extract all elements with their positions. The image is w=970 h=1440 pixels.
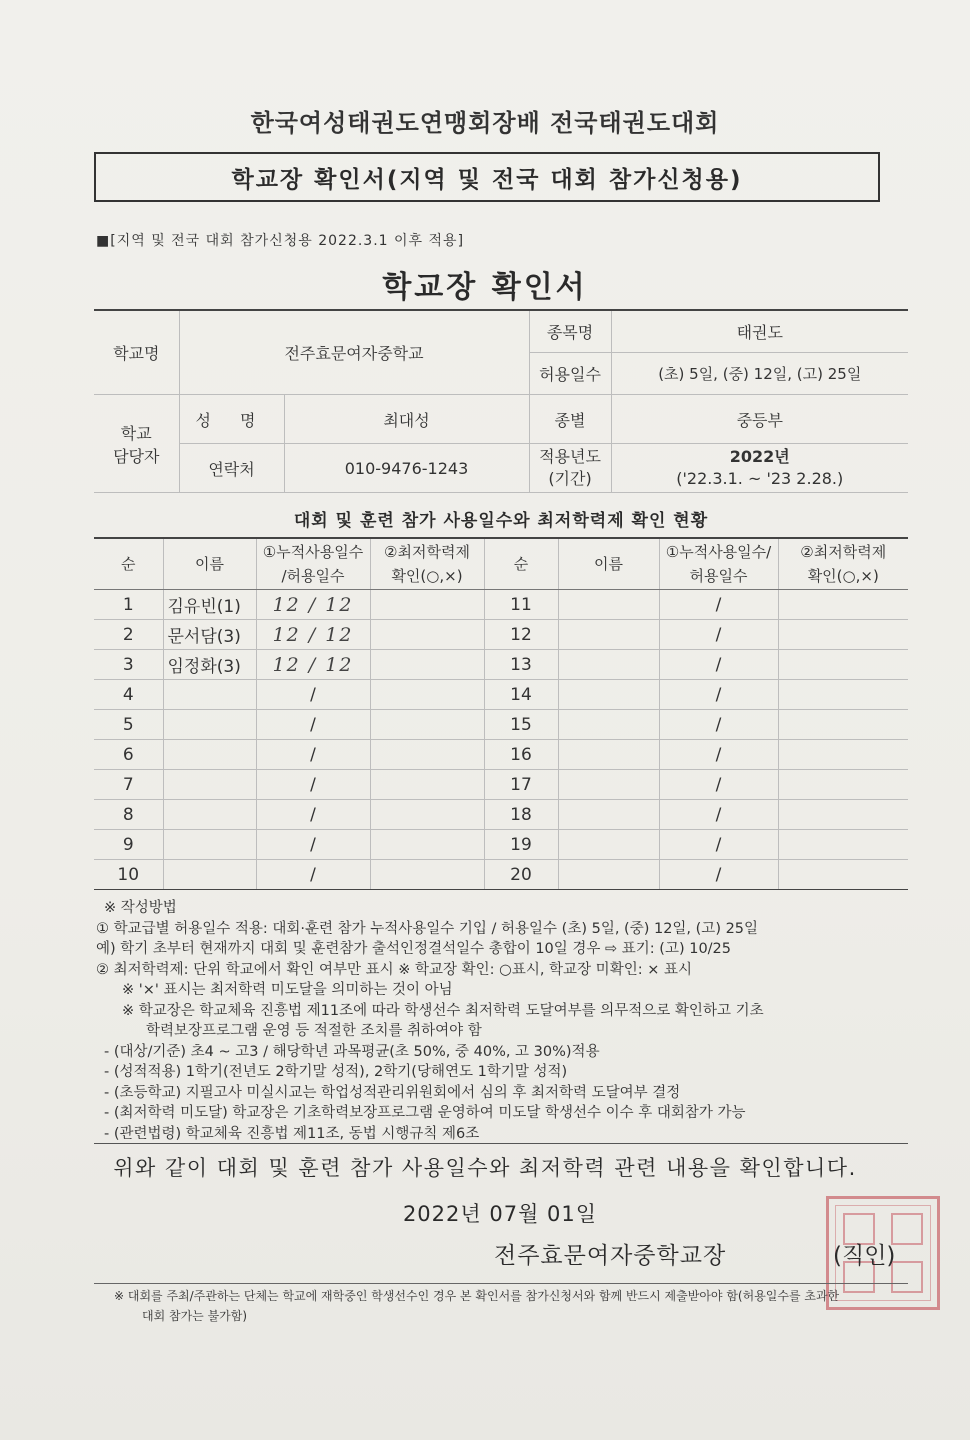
cell-no: 14 (484, 680, 558, 710)
cell-check (370, 800, 484, 830)
event-value: 태권도 (611, 310, 908, 353)
cell-no: 1 (94, 590, 163, 620)
cell-no: 7 (94, 770, 163, 800)
cell-no: 19 (484, 830, 558, 860)
cell-check (370, 590, 484, 620)
cell-days: / (256, 830, 370, 860)
col-days-right: ①누적사용일수/ 허용일수 (659, 538, 778, 590)
cell-no: 9 (94, 830, 163, 860)
principal-signature: 전주효문여자중학교장 (494, 1243, 727, 1269)
cell-days: / (659, 800, 778, 830)
cell-name (558, 680, 659, 710)
cell-name (163, 740, 256, 770)
status-table (94, 537, 908, 890)
year-label: 적용년도 (기간) (529, 444, 611, 493)
school-info-table (94, 309, 908, 493)
note-line: - (관련법령) 학교체육 진흥법 제11조, 동법 시행규칙 제6조 (104, 1125, 480, 1142)
table-row (94, 680, 908, 710)
cell-no: 20 (484, 860, 558, 890)
cell-days: / (256, 860, 370, 890)
manager-label: 학교 담당자 (94, 395, 179, 493)
cell-name (558, 770, 659, 800)
note-line: ① 학교급별 허용일수 적용: 대회·훈련 참가 누적사용일수 기입 / 허용일수 (초) 5일, (중) 12일, (고) 25일 (96, 920, 759, 937)
note-line: ※ 학교장은 학교체육 진흥법 제11조에 따라 학생선수 최저학력 도달여부를 의무적으로 확인하고 기초 (122, 1002, 764, 1019)
col-no-right: 순 (484, 538, 558, 590)
col-days: ①누적사용일수 /허용일수 (256, 538, 370, 590)
cell-no: 3 (94, 650, 163, 680)
note-line: - (초등학교) 지필고사 미실시교는 학업성적관리위원회에서 심의 후 최저학력 도달여부 결정 (104, 1084, 681, 1101)
table-row (94, 740, 908, 770)
issue-date: 2022년 07월 01일 (402, 1202, 598, 1226)
cell-days: / (659, 650, 778, 680)
note-line: - (최저학력 미도달) 학교장은 기초학력보장프로그램 운영하여 미도달 학생선수 이수 후 대회참가 가능 (104, 1105, 746, 1121)
cell-no: 12 (484, 620, 558, 650)
cell-no: 11 (484, 590, 558, 620)
cell-check (370, 770, 484, 800)
cell-name (163, 860, 256, 890)
contact-value: 010-9476-1243 (284, 444, 529, 493)
competition-title: 한국여성태권도연맹회장배 전국태권도대회 (250, 109, 720, 137)
status-table-title: 대회 및 훈련 참가 사용일수와 최저학력제 확인 현황 (293, 511, 709, 531)
cell-no: 15 (484, 710, 558, 740)
name-label: 성 명 (179, 395, 284, 444)
cell-check (370, 830, 484, 860)
table-row (94, 860, 908, 890)
note-line: ② 최저학력제: 단위 학교에서 확인 여부만 표시 ※ 학교장 확인: ○표시, 학교장 미확인: × 표시 (96, 961, 692, 978)
category-value: 중등부 (611, 395, 908, 444)
footnote-divider (94, 1283, 908, 1284)
cell-days: 12 / 12 (256, 620, 370, 650)
cell-days: 12 / 12 (256, 590, 370, 620)
table-row (94, 620, 908, 650)
divider (94, 1143, 908, 1144)
cell-check (778, 770, 908, 800)
cell-name (163, 710, 256, 740)
cell-name (558, 620, 659, 650)
cell-no: 18 (484, 800, 558, 830)
instructions (96, 898, 908, 1144)
cell-check (370, 740, 484, 770)
cell-check (778, 590, 908, 620)
cell-days: / (659, 590, 778, 620)
table-row (94, 770, 908, 800)
cell-days: / (659, 860, 778, 890)
cell-no: 17 (484, 770, 558, 800)
cell-check (778, 830, 908, 860)
cell-no: 5 (94, 710, 163, 740)
cell-no: 13 (484, 650, 558, 680)
col-name: 이름 (163, 538, 256, 590)
cell-name (558, 800, 659, 830)
cell-no: 2 (94, 620, 163, 650)
cell-name (558, 740, 659, 770)
cell-days: / (256, 740, 370, 770)
cell-days: / (659, 710, 778, 740)
cell-check (370, 620, 484, 650)
cell-days: / (256, 800, 370, 830)
cell-name (558, 590, 659, 620)
footnote: ※ 대회를 주최/주관하는 단체는 학교에 재학중인 학생선수인 경우 본 확인서를 참가신청서와 함께 반드시 제출받아야 함(허용일수를 초과한 대회 참가는 불가함) (114, 1289, 840, 1323)
cell-days: / (659, 770, 778, 800)
confirmation-statement: 위와 같이 대회 및 훈련 참가 사용일수와 최저학력 관련 내용을 확인합니다. (113, 1156, 857, 1180)
status-table-body (94, 590, 908, 890)
cell-name (558, 860, 659, 890)
note-line: ※ '×' 표시는 최저학력 미도달을 의미하는 것이 아님 (122, 982, 453, 998)
cell-check (778, 650, 908, 680)
cell-no: 4 (94, 680, 163, 710)
col-academic: ②최저학력제 확인(○,×) (370, 538, 484, 590)
cell-name (558, 830, 659, 860)
cell-check (370, 650, 484, 680)
days-label: 허용일수 (529, 353, 611, 395)
cell-days: / (659, 740, 778, 770)
cell-name (558, 710, 659, 740)
cell-days: / (659, 830, 778, 860)
note-heading: ※ 작성방법 (104, 900, 177, 916)
form-title-box: 학교장 확인서(지역 및 전국 대회 참가신청용) (94, 152, 880, 202)
note-line: 예) 학기 초부터 현재까지 대회 및 훈련참가 출석인정결석일수 총합이 10일 경우 ⇨ 표기: (고) 10/25 (96, 941, 732, 957)
cell-no: 6 (94, 740, 163, 770)
cell-check (370, 860, 484, 890)
table-row (94, 710, 908, 740)
col-academic-right: ②최저학력제 확인(○,×) (778, 538, 908, 590)
cell-days: / (256, 680, 370, 710)
cell-days: / (659, 680, 778, 710)
school-label: 학교명 (94, 310, 179, 395)
cell-check (778, 740, 908, 770)
cell-days: / (256, 770, 370, 800)
days-value: (초) 5일, (중) 12일, (고) 25일 (611, 353, 908, 395)
table-row (94, 800, 908, 830)
table-row (94, 830, 908, 860)
event-label: 종목명 (529, 310, 611, 353)
col-name-right: 이름 (558, 538, 659, 590)
contact-label: 연락처 (179, 444, 284, 493)
cell-check (778, 860, 908, 890)
cell-name (163, 800, 256, 830)
category-label: 종별 (529, 395, 611, 444)
school-value: 전주효문여자중학교 (179, 310, 529, 395)
cell-no: 10 (94, 860, 163, 890)
note-line: - (성적적용) 1학기(전년도 2학기말 성적), 2학기(당해연도 1학기말 성적) (104, 1064, 568, 1080)
cell-name: 문서담(3) (163, 620, 256, 650)
cell-name: 김유빈(1) (163, 590, 256, 620)
cell-name: 임정화(3) (163, 650, 256, 680)
table-row (94, 590, 908, 620)
applicability-notice: ■[지역 및 전국 대회 참가신청용 2022.3.1 이후 적용] (96, 233, 465, 249)
note-line: 학력보장프로그램 운영 등 적절한 조치를 취하여야 함 (146, 1023, 482, 1039)
table-row (94, 650, 908, 680)
year-value: 2022년 ('22.3.1. ~ '23 2.28.) (611, 444, 908, 493)
note-line: - (대상/기준) 초4 ~ 고3 / 해당학년 과목평균(초 50%, 중 40%, 고 30%)적용 (104, 1043, 600, 1060)
cell-check (778, 620, 908, 650)
cell-days: / (256, 710, 370, 740)
cell-name (163, 830, 256, 860)
cell-no: 16 (484, 740, 558, 770)
cell-name (163, 770, 256, 800)
seal-label: (직인) (833, 1243, 896, 1269)
cell-check (778, 680, 908, 710)
cell-days: 12 / 12 (256, 650, 370, 680)
col-no: 순 (94, 538, 163, 590)
cell-check (778, 710, 908, 740)
name-value: 최대성 (284, 395, 529, 444)
cell-days: / (659, 620, 778, 650)
cell-no: 8 (94, 800, 163, 830)
certificate-title: 학교장 확인서 (382, 270, 588, 305)
cell-check (370, 680, 484, 710)
cell-name (163, 680, 256, 710)
cell-check (370, 710, 484, 740)
cell-check (778, 800, 908, 830)
cell-name (558, 650, 659, 680)
